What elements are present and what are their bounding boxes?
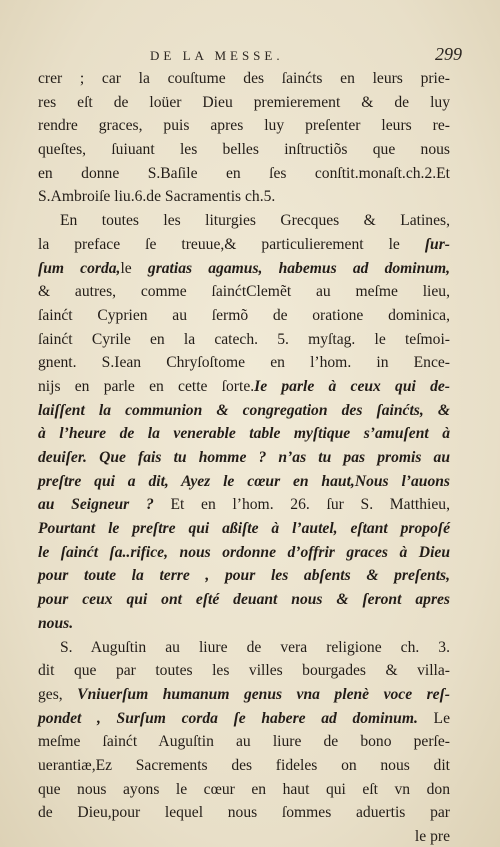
italic-text: à l’heure de la venerable table myſtique s’amuſent à — [38, 425, 450, 443]
italic-text: Ie parle à ceux qui de- — [254, 377, 450, 395]
text-line — [38, 114, 450, 138]
text-segment: gnent. S.Iean Chryſoſtome en l’hom. in Ence- — [38, 354, 450, 372]
text-line — [38, 707, 450, 731]
text-segment: dit que par toutes les villes bourgades & villa- — [38, 662, 450, 680]
text-segment: que nous ayons le cœur en haut qui eſt vn don — [38, 780, 450, 798]
text-segment: ſainćt Cyrile en la catech. 5. myſtag. le teſmoi- — [38, 330, 450, 348]
text-line — [38, 351, 450, 375]
italic-text: pour toute la terre , pour les abſents & preſents, — [38, 567, 450, 585]
text-segment: Le — [417, 709, 450, 727]
text-line — [38, 541, 450, 565]
italic-text: nous. — [38, 614, 74, 632]
text-segment: res eſt de loüer Dieu premierement & de luy — [38, 93, 450, 111]
text-segment: le pre — [414, 828, 450, 845]
text-line — [38, 209, 450, 233]
text-line — [38, 730, 450, 754]
italic-text: Vniuerſum humanum genus vna plenè voce reſ- — [77, 685, 450, 703]
body-text — [38, 67, 450, 847]
italic-text: pour ceux qui ont eſté deuant nous & ſeront apres — [38, 591, 450, 609]
text-line — [38, 304, 450, 328]
text-segment: la preface ſe treuue,& particulierement le — [38, 235, 425, 253]
text-segment: nijs en parle en cette ſorte. — [38, 377, 255, 395]
text-line — [38, 67, 450, 91]
text-line — [38, 233, 450, 257]
text-line — [38, 612, 450, 636]
italic-text: au Seigneur ? — [38, 496, 154, 514]
running-title: DE LA MESSE. — [150, 48, 284, 63]
page-header — [150, 44, 462, 68]
text-segment: uerantiæ,Ez Sacrements des fideles on nous dit — [38, 756, 450, 774]
text-line — [38, 801, 450, 825]
text-segment: queſtes, ſuiuant les belles inſtructiõs que nous — [38, 141, 450, 159]
italic-text: gratias agamus, habemus ad dominum, — [147, 259, 451, 277]
text-segment: S. Auguſtin au liure de vera religione ch. 3. — [60, 638, 450, 656]
text-line — [38, 91, 450, 115]
text-segment: En toutes les liturgies Grecques & Latines, — [60, 212, 450, 230]
text-line — [38, 517, 450, 541]
text-segment: Et en l’hom. 26. ſur S. Matthieu, — [153, 496, 450, 514]
text-segment: ges, — [38, 685, 78, 703]
text-segment: meſme ſainćt Auguſtin au liure de bono perſe- — [38, 733, 450, 751]
text-line — [38, 446, 450, 470]
text-line — [38, 399, 450, 423]
text-segment: S.Ambroiſe liu.6.de Sacramentis ch.5. — [38, 188, 276, 206]
italic-text: ſum corda, — [38, 259, 121, 277]
text-line — [38, 328, 450, 352]
text-segment: crer ; car la couſtume des ſainćts en leurs prie- — [38, 70, 450, 87]
text-line — [38, 778, 450, 802]
text-line — [38, 683, 450, 707]
text-segment: le — [120, 259, 148, 277]
text-segment: de Dieu,pour lequel nous ſommes aduertis par — [38, 804, 450, 822]
text-line — [38, 375, 450, 399]
text-segment: rendre graces, puis apres luy preſenter leurs re- — [38, 117, 450, 135]
text-line — [38, 280, 450, 304]
text-line — [38, 659, 450, 683]
text-line — [38, 493, 450, 517]
text-line — [38, 257, 450, 281]
text-line — [38, 564, 450, 588]
text-line — [38, 825, 450, 847]
italic-text: le ſainćt ſa..rifice, nous ordonne d’offrir graces à Dieu — [38, 543, 450, 561]
italic-text: Nous l’auons — [354, 472, 450, 490]
italic-text: preſtre qui a dit, Ayez le cœur en haut, — [38, 472, 355, 490]
italic-text: deuiſer. Que fais tu homme ? n’as tu pas promis au — [38, 449, 450, 466]
text-line — [38, 422, 450, 446]
italic-text: Pourtant le preſtre qui aßiſte à l’autel, eſtant propoſé — [38, 520, 450, 538]
text-line — [38, 754, 450, 778]
text-line — [38, 138, 450, 162]
italic-text: pondet , Surſum corda ſe habere ad dominum. — [38, 709, 418, 727]
text-segment: ſainćt Cyprien au ſermõ de oratione dominica, — [38, 306, 450, 324]
text-line — [38, 636, 450, 660]
text-line — [38, 162, 450, 186]
italic-text: ſur- — [424, 235, 450, 253]
text-line — [38, 588, 450, 612]
text-line — [38, 470, 450, 494]
text-line — [38, 185, 450, 209]
italic-text: laiſſent la communion & congregation des ſainćts, & — [38, 401, 450, 419]
text-segment: & autres, comme ſainćtClemẽt au meſme lieu, — [38, 283, 450, 301]
text-segment: en donne S.Baſile en ſes conſtit.monaſt.ch.2.Et — [38, 164, 450, 182]
page-number: 299 — [435, 44, 462, 64]
